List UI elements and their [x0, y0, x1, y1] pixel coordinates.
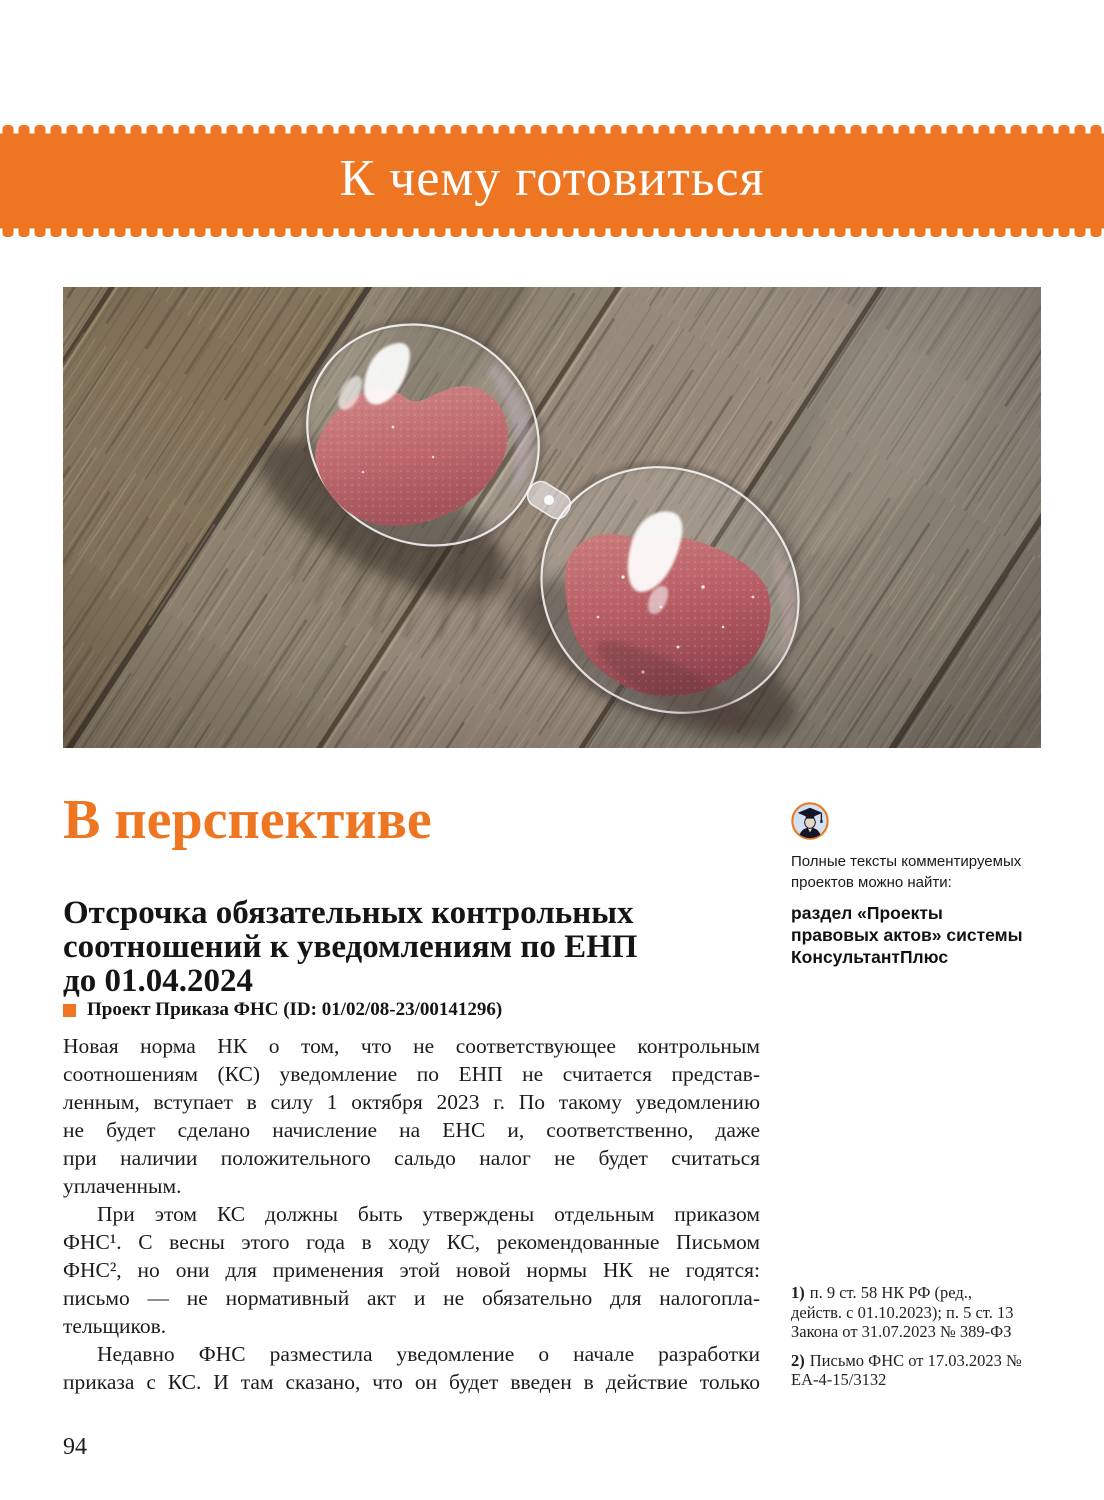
footnotes	[791, 1283, 1025, 1399]
footnote-text: п. 9 ст. 58 НК РФ (ред., действ. с 01.10.2023); п. 5 ст. 13 Закона от 31.07.2023 № 389-ФЗ	[791, 1283, 1014, 1341]
footnote-marker: 1)	[791, 1283, 805, 1302]
footnote-text: Письмо ФНС от 17.03.2023 № ЕА-4-15/3132	[791, 1350, 1022, 1389]
source-text: Проект Приказа ФНС (ID: 01/02/08-23/00141296)	[87, 999, 503, 1020]
article-heading-line: до 01.04.2024	[63, 963, 253, 999]
body-line: ФНС², но они для применения этой новой нормы НК не годятся:	[63, 1258, 760, 1282]
body-line: приказа с КС. И там сказано, что он будет введен в действие только	[63, 1370, 760, 1394]
hourglass-photo-art	[63, 287, 1041, 748]
body-line: уплаченным.	[63, 1174, 182, 1198]
body-line: ФНС¹. С весны этого года в ходу КС, рекомендованные Письмом	[63, 1230, 760, 1254]
footnote	[791, 1351, 1025, 1390]
body-line: тельщиков.	[63, 1314, 167, 1338]
footnote-marker: 2)	[791, 1350, 805, 1370]
sidebar-reference: раздел «Проекты правовых актов» системы КонсультантПлюс	[791, 903, 1023, 967]
page-number: 94	[63, 1434, 87, 1460]
body-line: ленным, вступает в силу 1 октября 2023 г. По такому уведомлению	[63, 1090, 760, 1114]
body-line: Недавно ФНС разместила уведомление о начале разработки	[97, 1342, 760, 1366]
footnote	[791, 1283, 1025, 1342]
body-line: не будет сделано начисление на ЕНС и, соответственно, даже	[63, 1118, 760, 1142]
sidebar	[791, 802, 1043, 968]
hourglass-photo	[63, 287, 1041, 748]
banner-title: К чему готовиться	[339, 149, 765, 207]
sidebar-note: Полные тексты комментируемых проектов можно найти:	[791, 853, 1022, 891]
article-heading-line: Отсрочка обязательных контрольных	[63, 895, 634, 931]
top-banner	[0, 125, 1104, 237]
source-row	[63, 999, 502, 1021]
article-heading	[63, 896, 763, 998]
body-line: При этом КС должны быть утверждены отдельным приказом	[97, 1202, 760, 1226]
bullet-square-icon	[63, 1004, 76, 1017]
scholar-graduate-icon	[791, 802, 829, 840]
section-title: В перспективе	[63, 789, 432, 851]
body-line: соотношениям (КС) уведомление по ЕНП не считается представ-	[63, 1062, 760, 1086]
article-heading-line: соотношений к уведомлениям по ЕНП	[63, 929, 638, 965]
article-body	[63, 1032, 760, 1396]
body-line: при наличии положительного сальдо налог не будет считаться	[63, 1146, 760, 1170]
body-line: письмо — не нормативный акт и не обязательно для налогопла-	[63, 1286, 760, 1310]
body-line: Новая норма НК о том, что не соответствующее контрольным	[63, 1034, 760, 1058]
